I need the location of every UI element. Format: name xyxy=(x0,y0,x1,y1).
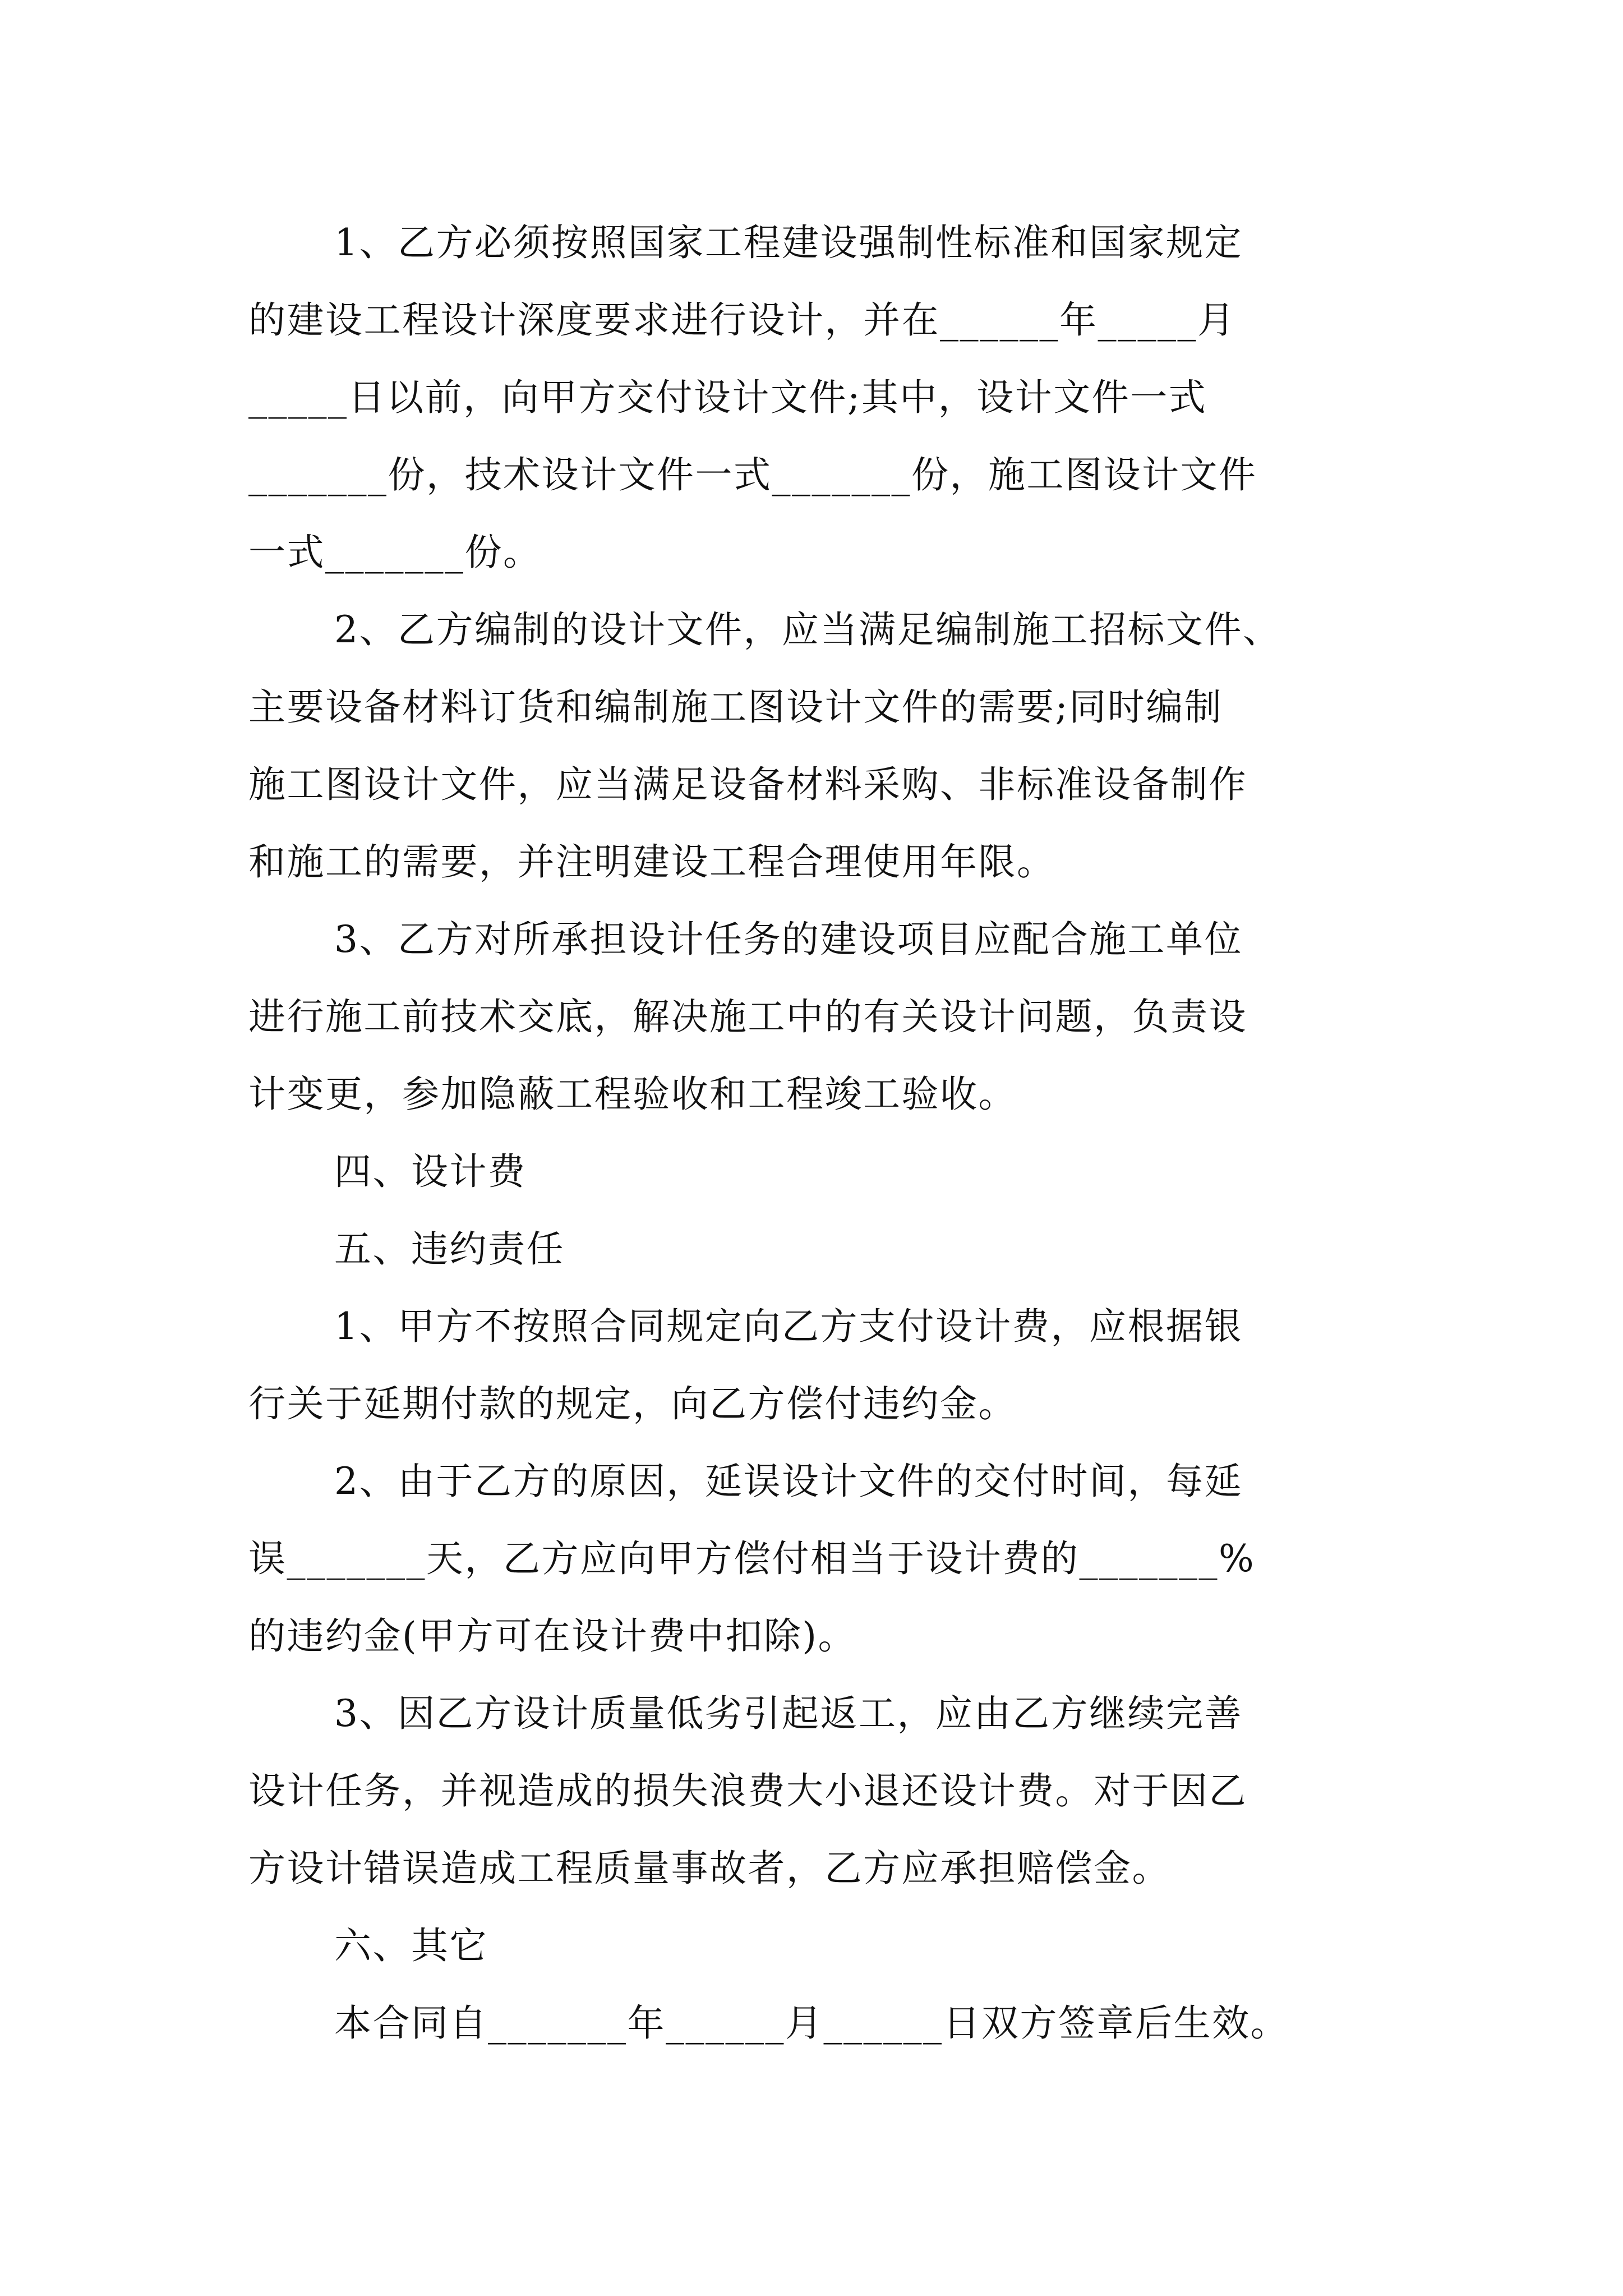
section-heading: 六、其它 xyxy=(334,1924,488,1967)
text-line: 主要设备材料订货和编制施工图设计文件的需要;同时编制 xyxy=(248,685,1223,729)
text-line: 3、乙方对所承担设计任务的建设项目应配合施工单位 xyxy=(334,918,1243,961)
text-line: 2、由于乙方的原因，延误设计文件的交付时间，每延 xyxy=(334,1460,1243,1503)
text-line: _______份，技术设计文件一式_______份，施工图设计文件 xyxy=(248,453,1257,496)
text-line: 误_______天，乙方应向甲方偿付相当于设计费的_______% xyxy=(248,1537,1256,1580)
text-line: 1、乙方必须按照国家工程建设强制性标准和国家规定 xyxy=(334,221,1243,264)
text-line: 一式_______份。 xyxy=(248,531,542,574)
text-line: 设计任务，并视造成的损失浪费大小退还设计费。对于因乙 xyxy=(248,1769,1247,1812)
section-heading: 五、违约责任 xyxy=(334,1227,565,1271)
text-line: 2、乙方编制的设计文件，应当满足编制施工招标文件、 xyxy=(334,608,1281,651)
text-line: _____日以前，向甲方交付设计文件;其中，设计文件一式 xyxy=(248,376,1207,419)
text-line: 本合同自_______年______月______日双方签章后生效。 xyxy=(334,2001,1289,2045)
section-heading: 四、设计费 xyxy=(334,1150,527,1193)
text-line: 施工图设计文件，应当满足设备材料采购、非标准设备制作 xyxy=(248,763,1247,806)
text-line: 和施工的需要，并注明建设工程合理使用年限。 xyxy=(248,840,1055,884)
text-line: 方设计错误造成工程质量事故者，乙方应承担赔偿金。 xyxy=(248,1847,1170,1890)
text-line: 的建设工程设计深度要求进行设计，并在______年_____月 xyxy=(248,298,1236,342)
text-line: 3、因乙方设计质量低劣引起返工，应由乙方继续完善 xyxy=(334,1692,1243,1735)
text-line: 行关于延期付款的规定，向乙方偿付违约金。 xyxy=(248,1382,1017,1425)
text-line: 1、甲方不按照合同规定向乙方支付设计费，应根据银 xyxy=(334,1305,1243,1348)
text-line: 计变更，参加隐蔽工程验收和工程竣工验收。 xyxy=(248,1073,1017,1116)
text-line: 的违约金(甲方可在设计费中扣除)。 xyxy=(248,1614,856,1658)
text-line: 进行施工前技术交底，解决施工中的有关设计问题，负责设 xyxy=(248,995,1247,1038)
